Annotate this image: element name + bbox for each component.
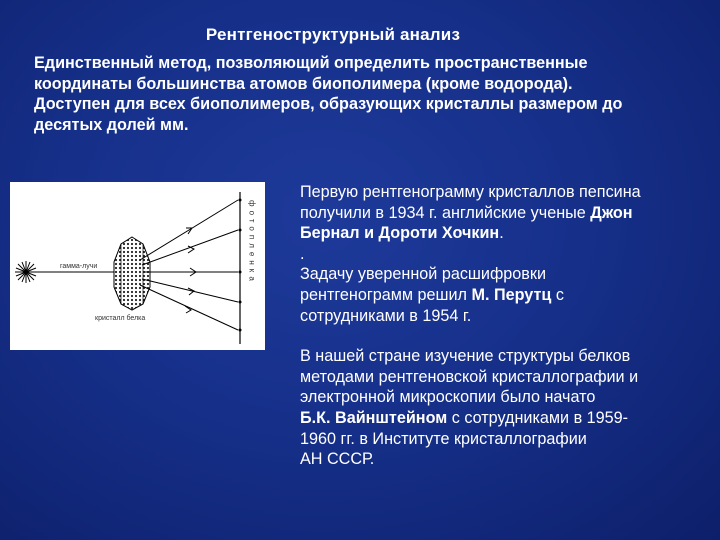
russia-line: АН СССР. [300,450,375,469]
russia-line: с сотрудниками в 1959- [447,408,629,427]
history-line: . [300,244,305,263]
intro-line: Единственный метод, позволяющий определить пространственные [34,54,588,72]
history-line: рентгенограмм решил [300,285,472,304]
paragraph-gap [300,326,700,346]
scientist-name: Б.К. Вайнштейном [300,408,448,427]
russia-line: 1960 гг. в Институте кристаллографии [300,429,587,448]
diagram-svg [10,182,265,350]
ray-arrow-icons [185,228,196,313]
history-text [300,182,700,470]
history-line: Первую рентгенограмму кристаллов пепсина [300,183,641,201]
russia-line: В нашей стране изучение структуры белков [300,347,631,366]
page-title-text: Рентгеноструктурный анализ [205,25,461,44]
scientist-name: Джон [590,203,633,222]
intro-line: координаты большинства атомов биополимера (кроме водорода). [34,74,573,93]
history-paragraph-2 [300,346,700,470]
beam-label: гамма-лучи [60,263,98,270]
intro-paragraph [34,53,704,135]
russia-line: электронной микроскопии было начато [300,388,596,407]
film-label: фотопленка [247,200,257,285]
diffracted-rays [140,200,238,330]
intro-line: десятых долей мм. [34,115,189,134]
history-line: Задачу уверенной расшифровки [300,265,547,284]
history-line: . [499,224,504,243]
history-line: получили в 1934 г. английские ученые [300,203,591,222]
history-paragraph-1 [300,182,700,326]
scientist-name: Бернал и Дороти Хочкин [300,224,500,243]
scientist-name: М. Перутц [471,285,552,304]
xray-diffraction-diagram [10,182,265,350]
xray-source-icon [15,261,37,283]
crystal-shape [114,237,150,310]
history-line: сотрудниками в 1954 г. [300,306,472,325]
russia-line: методами рентгеновской кристаллографии и [300,367,639,386]
history-line: с [551,285,564,304]
crystal-label: кристалл белка [95,315,146,322]
intro-line: Доступен для всех биополимеров, образующих кристаллы размером до [34,95,623,113]
page-title [0,25,720,45]
